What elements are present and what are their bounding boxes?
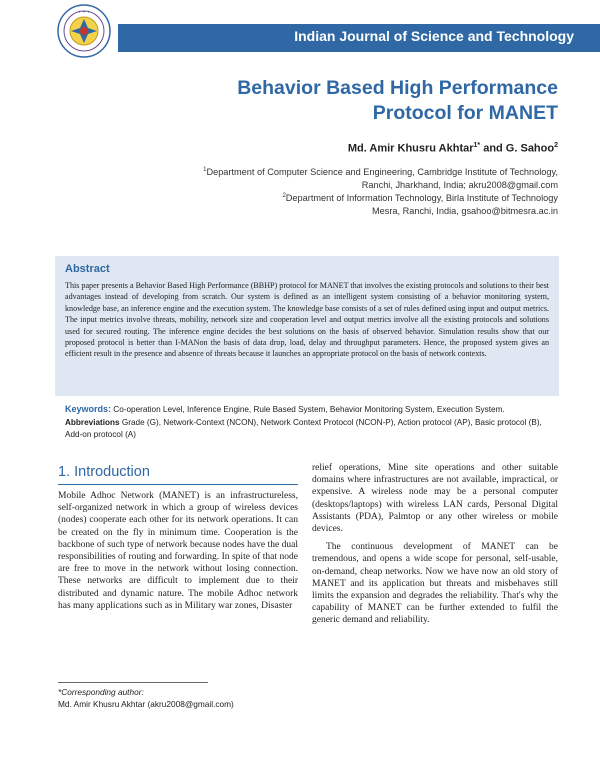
- author-list: [348, 142, 558, 155]
- body-column-right: [312, 462, 558, 627]
- svg-text:✦ ✦ ✦: ✦ ✦ ✦: [77, 9, 91, 14]
- author-2: and G. Sahoo: [480, 142, 555, 155]
- author-1-sup: 1*: [473, 142, 481, 149]
- body-paragraph-left-1: Mobile Adhoc Network (MANET) is an infrastructureless, self-organized network in which a group of wireless devices (nodes) cooperate each other for its network operations. It can be created on the fly in minimum time. Cooperation is the backbone of such type of network because nodes have the dual responsibilities of routing and forwarding. In spite of that node are free to move in the network without losing connection. These networks are difficult to implement due to their distributed and dynamic nature. The mobile Adhoc network has many applications such as in Military war zones, Disaster: [58, 491, 298, 611]
- affiliation-1-line-1: Department of Computer Science and Engineering, Cambridge Institute of Technology,: [206, 167, 558, 178]
- body-paragraph-right-1: relief operations, Mine site operations and other suitable domains where infrastructures are not available, impractical, or expensive. A wireless node may be a personal computer (desktops/laptops) with wireless LAN cards, Personal Digital Assistants (PDA), Palmtop or any other wireless or mobile devices.: [312, 463, 558, 535]
- corresponding-author-label: *Corresponding author:: [58, 687, 144, 697]
- keywords-label: Keywords:: [65, 404, 112, 414]
- affiliation-2: [118, 190, 558, 218]
- abbreviations-label: Abbreviations: [65, 418, 120, 427]
- affiliation-2-line-2: Mesra, Ranchi, India, gsahoo@bitmesra.ac.in: [371, 206, 558, 217]
- journal-title: Indian Journal of Science and Technology: [294, 28, 574, 44]
- abstract-box: [55, 256, 559, 396]
- paper-title-line-2: Protocol for MANET: [372, 102, 558, 124]
- paper-title-line-1: Behavior Based High Performance: [237, 77, 558, 99]
- author-1: Md. Amir Khusru Akhtar: [347, 142, 474, 155]
- paper-title: [98, 76, 558, 126]
- corresponding-author-name: Md. Amir Khusru Akhtar (akru2008@gmail.com): [58, 699, 234, 709]
- journal-header: [0, 0, 600, 62]
- body-paragraph-right-2: The continuous development of MANET can be tremendous, and opens a wide scope for personal, self-usable, on-demand, cheap networks. Now we have now an old story of MANET and its application but threats and misbehaves still limits the expansion and degrades the reliability. That's why the capability of MANET can be further extended to fulfil the generic demand and reliability.: [312, 542, 558, 626]
- affiliation-1: [118, 164, 558, 192]
- affiliation-1-sup: 1: [203, 167, 207, 173]
- affiliation-1-line-2: Ranchi, Jharkhand, India; akru2008@gmail.com: [361, 180, 558, 191]
- section-heading-introduction: 1. Introduction: [58, 464, 150, 480]
- footnote-divider: [58, 682, 208, 683]
- section-divider: [58, 484, 298, 485]
- abstract-text: This paper presents a Behavior Based High Performance (BBHP) protocol for MANET that involves the existing protocols and solutions to their best advantages instead of developing from scratch. Our system is defined as an intelligent system consisting of a behavior monitoring system, knowledge base, an inference engine and the execution system. The knowledge base consists of a set of rules defined using input and output metrics. The input metrics involve threats, mobility, network size and cooperation level and output metrics involve all the existing protocols and solutions used for secured routing. The inference engine decides the best solutions on the basis of observed behavior. Simulation results show that our proposed protocol is better than I-MANon the basis of data drop, load, delay and throughput parameters. Hence, the proposed system gives an efficient result in the presence and absence of threats because it launches an appropriate protocol on the basis of network contexts.: [65, 281, 549, 359]
- author-2-sup: 2: [554, 142, 558, 149]
- abbreviations-line: [65, 417, 559, 440]
- affiliation-2-sup: 2: [282, 193, 286, 199]
- keywords-line: [65, 404, 559, 416]
- abbreviations-text: Grade (G), Network-Context (NCON), Network Context Protocol (NCON-P), Action protocol (AP), Basic protocol (B), Add-on protocol (A): [65, 418, 542, 439]
- abstract-heading: Abstract: [65, 263, 110, 275]
- keywords-block: [55, 402, 559, 448]
- body-column-left: [58, 490, 298, 612]
- journal-seal-icon: [57, 4, 111, 58]
- affiliation-2-line-1: Department of Information Technology, Birla Institute of Technology: [285, 193, 558, 204]
- journal-title-bar: [118, 24, 600, 52]
- keywords-text: Co-operation Level, Inference Engine, Rule Based System, Behavior Monitoring System, Execution System.: [111, 405, 505, 414]
